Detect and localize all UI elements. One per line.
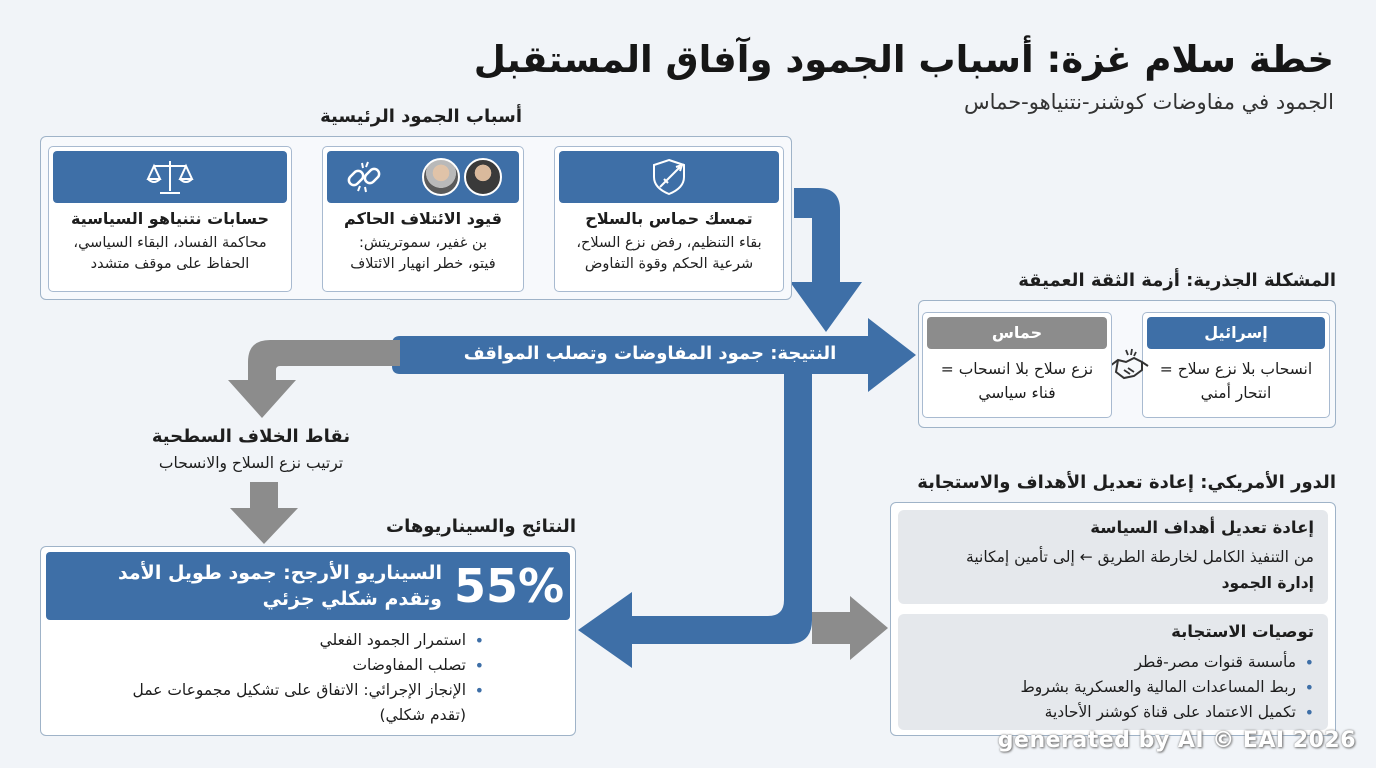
handshake-icon bbox=[1106, 344, 1152, 388]
hamas-label: حماس bbox=[927, 317, 1107, 349]
list-item bbox=[60, 678, 484, 728]
hamas-desc-line: فناء سياسي bbox=[978, 384, 1056, 402]
cause-card-hamas bbox=[554, 146, 784, 292]
politicians-avatars bbox=[418, 158, 502, 196]
hamas-desc-line: نزع سلاح بلا انسحاب = bbox=[940, 360, 1094, 378]
page-subtitle: الجمود في مفاوضات كوشنر-نتنياهو-حماس bbox=[964, 90, 1334, 114]
shield-gun-icon bbox=[646, 157, 692, 197]
list-item-text: تكميل الاعتماد على قناة كوشنر الأحادية bbox=[1044, 703, 1296, 721]
israel-label: إسرائيل bbox=[1147, 317, 1325, 349]
israel-card bbox=[1142, 312, 1330, 418]
outcomes-title: النتائج والسيناريوهات bbox=[385, 516, 576, 537]
avatar bbox=[422, 158, 460, 196]
surface-title: نقاط الخلاف السطحية bbox=[151, 426, 351, 447]
israel-desc bbox=[1147, 357, 1325, 405]
us-role-title: الدور الأمريكي: إعادة تعديل الأهداف والاستجابة bbox=[917, 472, 1336, 493]
scenario-text-line: السيناريو الأرجح: جمود طويل الأمد bbox=[117, 562, 442, 584]
blue-arrow-causes-down bbox=[790, 188, 862, 332]
avatar bbox=[464, 158, 502, 196]
cause-card-coalition-desc-line: فيتو، خطر انهيار الائتلاف bbox=[350, 256, 496, 272]
cause-card-netanyahu-header bbox=[53, 151, 287, 203]
outcomes-list bbox=[60, 628, 484, 728]
page-title: خطة سلام غزة: أسباب الجمود وآفاق المستقبل bbox=[473, 38, 1334, 81]
recs-box bbox=[898, 614, 1328, 730]
gray-arrow-outcomes bbox=[230, 482, 298, 544]
gray-arrow-surface bbox=[228, 340, 400, 418]
cause-card-hamas-title: تمسك حماس بالسلاح bbox=[585, 209, 753, 228]
cause-card-hamas-desc-line: شرعية الحكم وقوة التفاوض bbox=[584, 256, 754, 272]
policy-title: إعادة تعديل أهداف السياسة bbox=[1090, 518, 1314, 537]
cause-card-netanyahu-desc bbox=[53, 233, 287, 275]
policy-line: من التنفيذ الكامل لخارطة الطريق ← إلى تأمين إمكانية bbox=[966, 548, 1314, 566]
watermark: generated by AI © EAI 2026 bbox=[997, 728, 1356, 753]
recs-title: توصيات الاستجابة bbox=[1171, 622, 1314, 641]
cause-card-netanyahu-title: حسابات نتنياهو السياسية bbox=[70, 209, 270, 228]
cause-card-hamas-header bbox=[559, 151, 779, 203]
list-item-text: ربط المساعدات المالية والعسكرية بشروط bbox=[1020, 678, 1296, 696]
scenario-text-line: وتقدم شكلي جزئي bbox=[262, 588, 442, 610]
scenario-text bbox=[60, 560, 442, 612]
cause-card-netanyahu bbox=[48, 146, 292, 292]
result-banner-text: النتيجة: جمود المفاوضات وتصلب المواقف bbox=[463, 343, 837, 364]
scenario-percent: 55% bbox=[453, 559, 565, 613]
cause-card-hamas-desc-line: بقاء التنظيم، رفض نزع السلاح، bbox=[576, 235, 762, 251]
scales-icon bbox=[146, 157, 194, 197]
cause-card-netanyahu-desc-line: الحفاظ على موقف متشدد bbox=[90, 256, 250, 272]
causes-section-title: أسباب الجمود الرئيسية bbox=[320, 106, 522, 127]
root-problem-title: المشكلة الجذرية: أزمة الثقة العميقة bbox=[1018, 270, 1336, 291]
list-item-text: تصلب المفاوضات bbox=[352, 656, 466, 674]
cause-card-coalition-header bbox=[327, 151, 519, 203]
list-item-text: • الإنجاز الإجرائي: الاتفاق على تشكيل مجموعات عمل bbox=[132, 681, 466, 699]
israel-desc-line: انتحار أمني bbox=[1200, 384, 1272, 402]
list-item-text: (تقدم شكلي) bbox=[379, 706, 466, 724]
cause-card-hamas-desc bbox=[559, 233, 779, 275]
list-item bbox=[914, 650, 1314, 675]
blue-arrow-outcomes bbox=[578, 374, 812, 668]
cause-card-coalition-title: قيود الائتلاف الحاكم bbox=[344, 209, 502, 228]
list-item bbox=[60, 653, 484, 678]
list-item bbox=[914, 700, 1314, 725]
list-item bbox=[60, 628, 484, 653]
policy-line-bold: إدارة الجمود bbox=[1221, 574, 1314, 592]
hamas-card bbox=[922, 312, 1112, 418]
policy-box bbox=[898, 510, 1328, 604]
surface-desc: ترتيب نزع السلاح والانسحاب bbox=[158, 454, 344, 472]
recs-list bbox=[914, 650, 1314, 725]
gray-arrow-us-role bbox=[812, 596, 888, 660]
broken-chain-icon bbox=[344, 157, 384, 197]
cause-card-coalition-desc bbox=[327, 233, 519, 275]
list-item-text: استمرار الجمود الفعلي bbox=[319, 631, 466, 649]
cause-card-coalition bbox=[322, 146, 524, 292]
list-item-text: مأسسة قنوات مصر-قطر bbox=[1134, 653, 1296, 671]
israel-desc-line: انسحاب بلا نزع سلاح = bbox=[1159, 360, 1313, 378]
cause-card-coalition-desc-line: بن غفير، سموتريتش: bbox=[358, 235, 488, 251]
hamas-desc bbox=[927, 357, 1107, 405]
cause-card-netanyahu-desc-line: محاكمة الفساد، البقاء السياسي، bbox=[73, 235, 267, 251]
list-item bbox=[914, 675, 1314, 700]
